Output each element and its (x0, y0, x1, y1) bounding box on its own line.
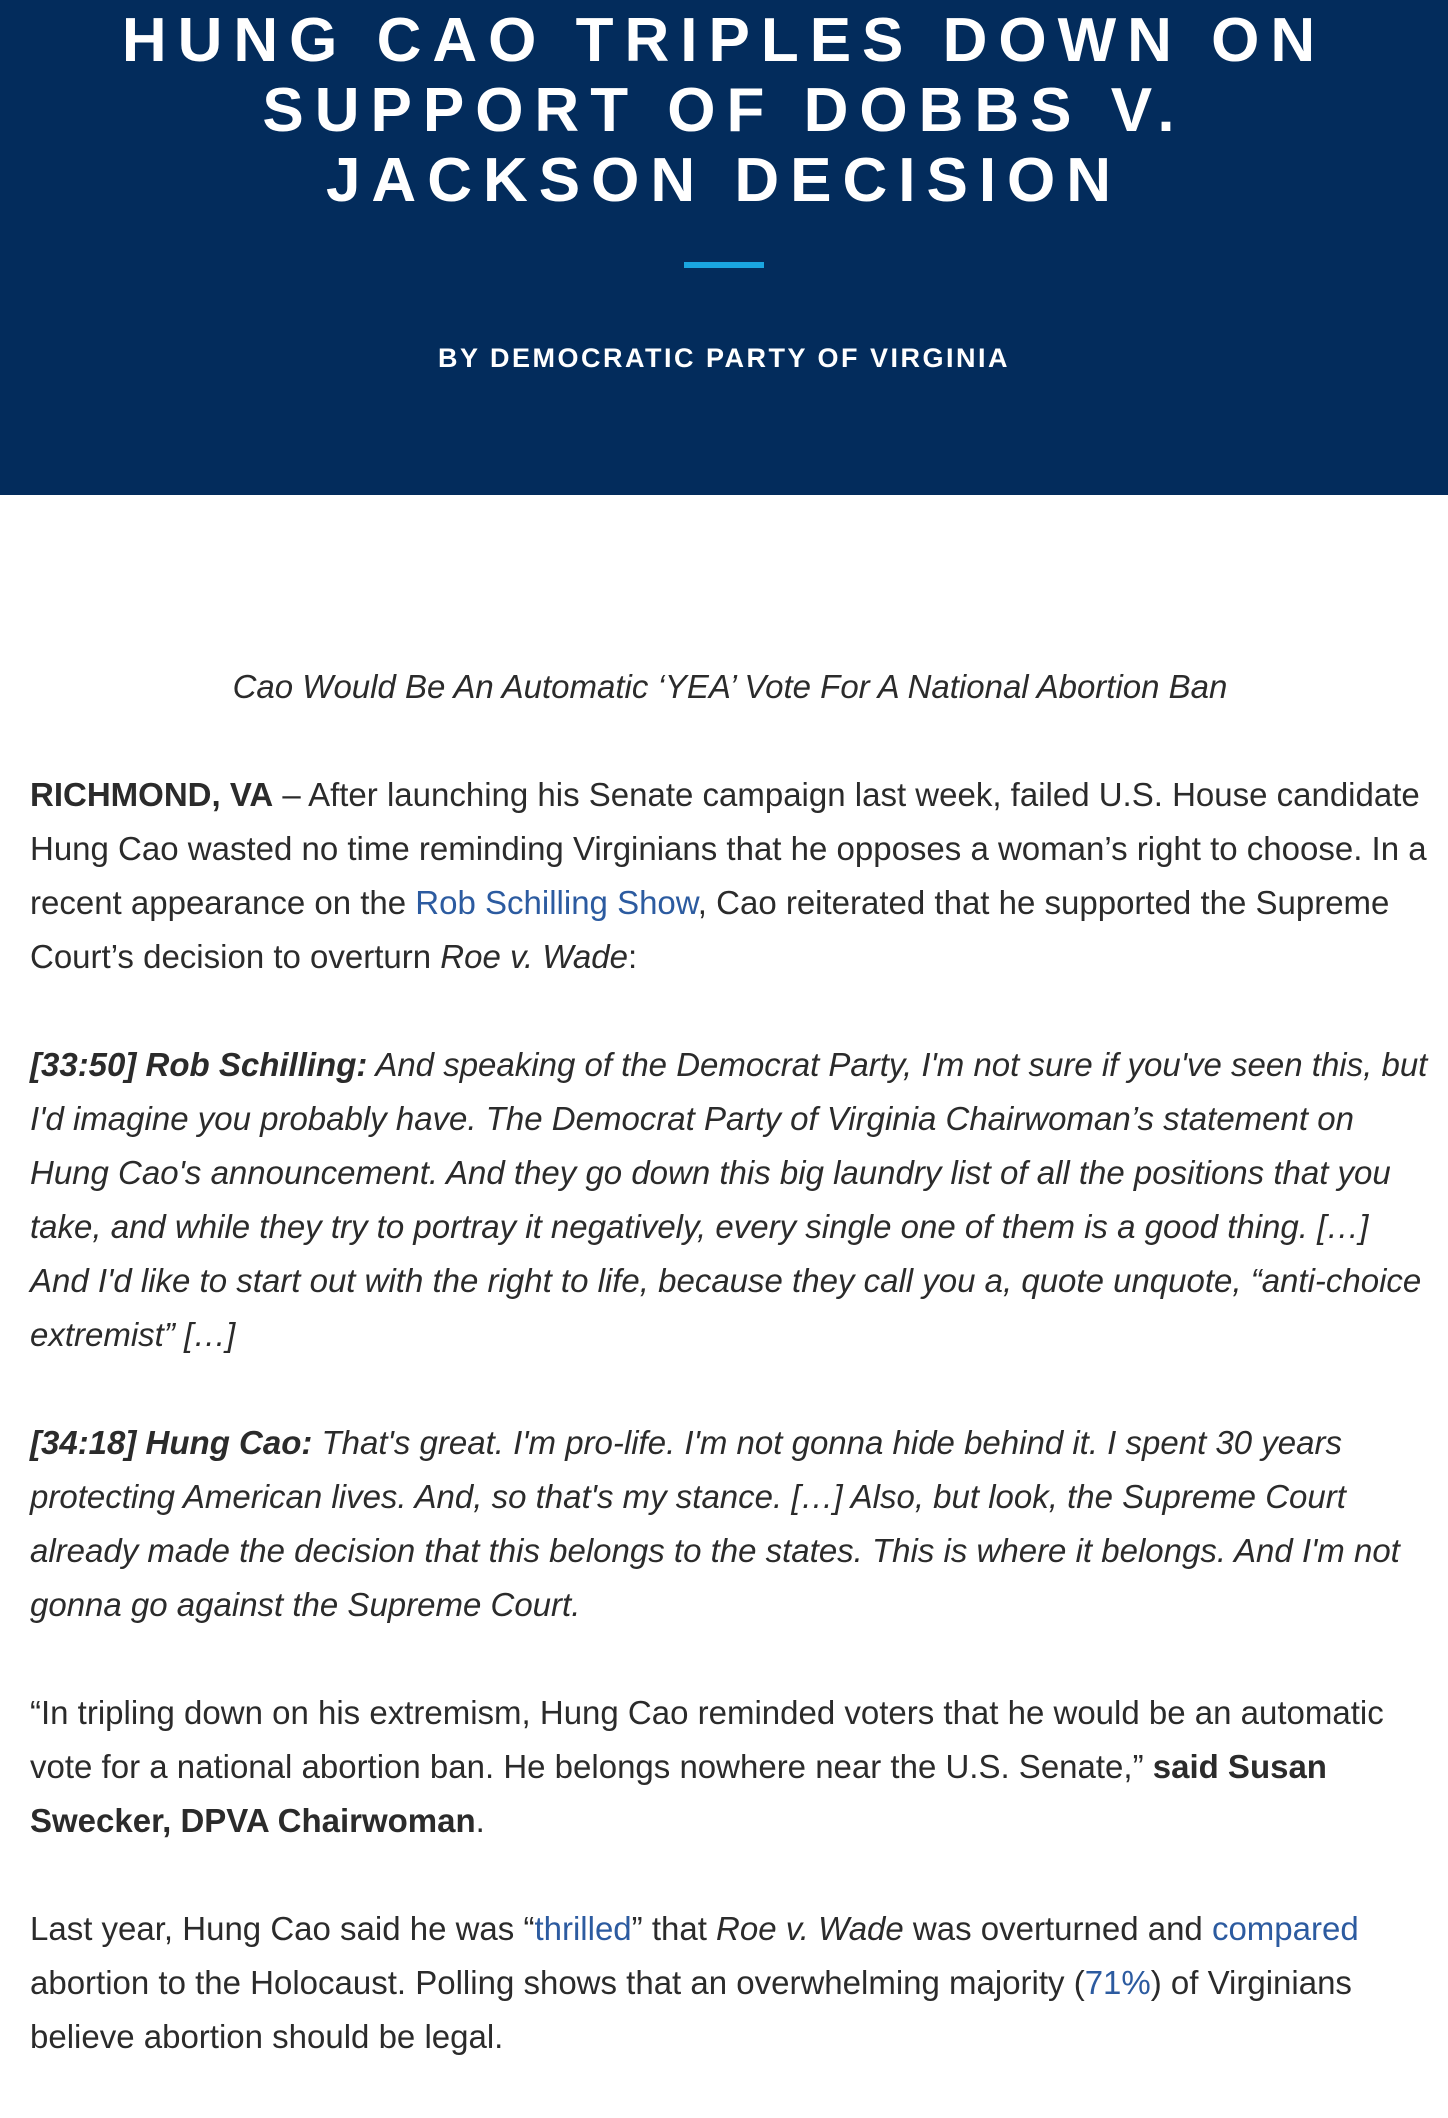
case-name: Roe v. Wade (440, 938, 628, 975)
context-text-5: ) of Virginians believe abortion should be legal. (30, 1964, 1352, 2055)
poll-71-percent-link[interactable]: 71% (1084, 1964, 1151, 2001)
statement-attribution: said Susan Swecker, DPVA Chairwoman (30, 1748, 1327, 1839)
context-text-2: ” that (631, 1910, 717, 1947)
statement-text: “In tripling down on his extremism, Hung Cao reminded voters that he would be an automatic vote for a national abortion ban. He belongs nowhere near the U.S. Senate,” (30, 1694, 1384, 1785)
paragraph-context (30, 1902, 1430, 2064)
quote-speaker: [33:50] Rob Schilling: (30, 1046, 368, 1083)
title-divider (684, 262, 764, 268)
quote-text: And speaking of the Democrat Party, I'm not sure if you've seen this, but I'd imagine you probably have. The Democrat Party of Virginia Chairwoman’s statement on Hung Cao's announcement. And they go down this big laundry list of all the positions that you take, and while they try to portray it negatively, every single one of them is a good thing. […] And I'd like to start out with the right to life, because they call you a, quote unquote, “anti-choice extremist” […] (30, 1046, 1428, 1353)
paragraph-intro (30, 768, 1430, 984)
statement-end: . (475, 1802, 485, 1839)
quote-speaker: [34:18] Hung Cao: (30, 1424, 313, 1461)
byline: BY DEMOCRATIC PARTY OF VIRGINIA (437, 343, 1011, 373)
context-text-3: was overturned and (903, 1910, 1212, 1947)
article-subhead: Cao Would Be An Automatic ‘YEA’ Vote For A National Abortion Ban (232, 668, 1228, 705)
quote-text: That's great. I'm pro-life. I'm not gonna hide behind it. I spent 30 years protecting American lives. And, so that's my stance. […] Also, but look, the Supreme Court already made the decision that this belongs to the states. This is where it belongs. And I'm not gonna go against the Supreme Court. (30, 1424, 1400, 1623)
intro-text-3: : (627, 938, 638, 975)
page-header (0, 0, 1448, 495)
quote-cao (30, 1416, 1430, 1632)
context-text: Last year, Hung Cao said he was “ (30, 1910, 535, 1947)
paragraph-statement (30, 1686, 1430, 1848)
quote-schilling (30, 1038, 1430, 1362)
context-text-4: abortion to the Holocaust. Polling shows that an overwhelming majority ( (30, 1964, 1085, 2001)
compared-link[interactable]: compared (1211, 1910, 1359, 1947)
page-title: HUNG CAO TRIPLES DOWN ON SUPPORT OF DOBBS V. JACKSON DECISION (121, 6, 1327, 215)
article-body (30, 660, 1430, 2118)
case-name: Roe v. Wade (716, 1910, 904, 1947)
intro-text: – After launching his Senate campaign last week, failed U.S. House candidate Hung Cao wasted no time reminding Virginians that he opposes a woman’s right to choose. In a recent appearance on the (30, 776, 1427, 921)
dateline: RICHMOND, VA (30, 776, 274, 813)
thrilled-link[interactable]: thrilled (534, 1910, 632, 1947)
intro-text-2: , Cao reiterated that he supported the Supreme Court’s decision to overturn (30, 884, 1390, 975)
rob-schilling-show-link[interactable]: Rob Schilling Show (415, 884, 698, 921)
